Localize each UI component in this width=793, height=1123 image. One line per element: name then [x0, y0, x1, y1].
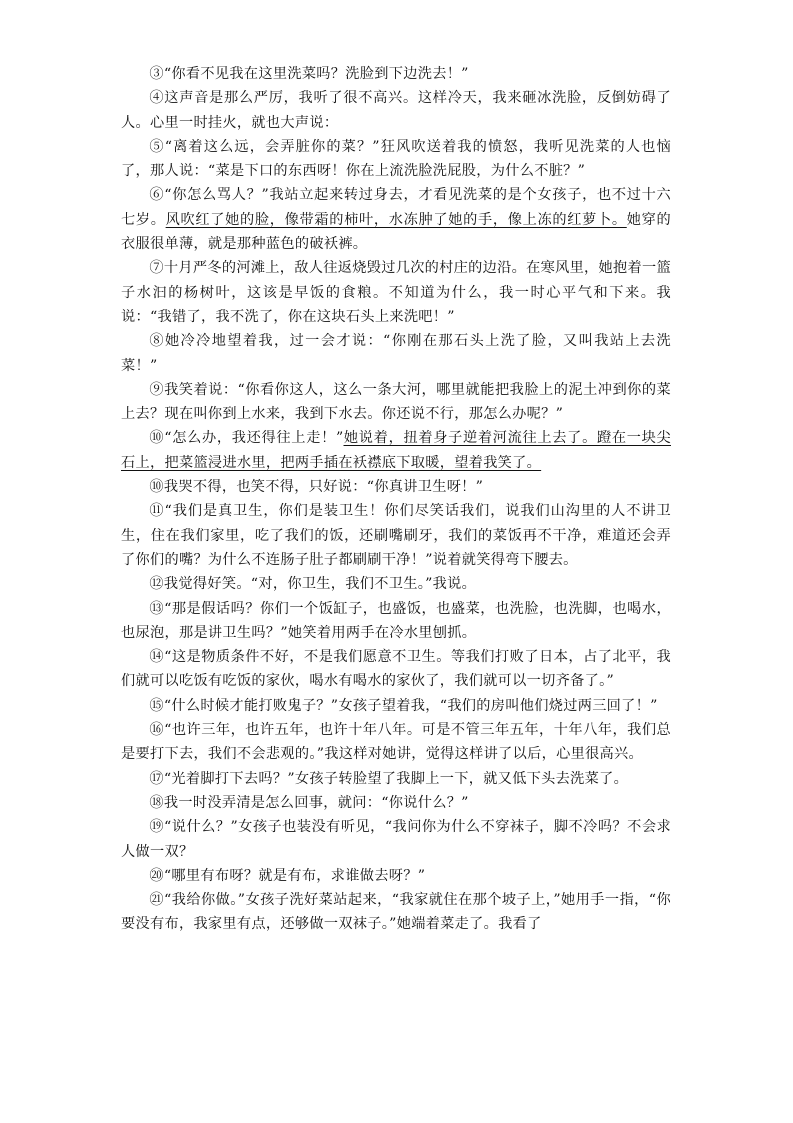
paragraph-text: ④这声音是那么严厉，我听了很不高兴。这样冷天，我来砸冰洗脸，反倒妨碍了人。心里一时挂火，就也大声说： [121, 90, 671, 131]
paragraph-text: ⑨我笑着说：“你看你这人，这么一条大河，哪里就能把我脸上的泥土冲到你的菜上去？现在叫你到上水来，我到下水去。你还说不行，那怎么办呢？” [121, 381, 671, 423]
article-text [121, 62, 671, 937]
paragraph [121, 183, 671, 256]
paragraph [121, 475, 671, 499]
paragraph-text: ⑤“离着这么远，会弄脏你的菜？”狂风吹送着我的愤怒，我听见洗菜的人也恼了，那人说：“菜是下口的东西呀！你在上流洗脸洗屁股，为什么不脏？” [121, 138, 671, 180]
paragraph-text: ⑥“你怎么骂人？”我站立起来转过身去，才看见洗菜的是个女孩子，也不过十六七岁。 [121, 187, 671, 228]
paragraph [121, 694, 671, 718]
paragraph [121, 378, 671, 427]
paragraph [121, 864, 671, 888]
paragraph [121, 135, 671, 184]
paragraph [121, 645, 671, 694]
paragraph [121, 499, 671, 572]
paragraph [121, 767, 671, 791]
paragraph [121, 597, 671, 646]
paragraph-text: ⑦十月严冬的河滩上，敌人往返烧毁过几次的村庄的边沿。在寒风里，她抱着一篮子水汩的杨树叶，这该是早饭的食粮。不知道为什么，我一时心平气和下来。我说：“我错了，我不洗了，你在这块石头上来洗吧！” [121, 260, 671, 325]
paragraph-text: ⑳“哪里有布呀？就是有布，求谁做去呀？” [149, 867, 426, 884]
paragraph-text: ⑯“也许三年，也许五年，也许十年八年。可是不管三年五年，十年八年，我们总是要打下去，我们不会悲观的。”我这样对她讲，觉得这样讲了以后，心里很高兴。 [121, 722, 671, 763]
paragraph-text: ⑮“什么时候才能打败鬼子？”女孩子望着我，“我们的房叫他们烧过两三回了！” [149, 697, 658, 714]
paragraph-text: ⑩我哭不得，也笑不得，只好说：“你真讲卫生呀！” [149, 479, 484, 496]
paragraph [121, 62, 671, 86]
paragraph-text: ⑬“那是假话吗？你们一个饭缸子，也盛饭，也盛菜，也洗脸，也洗脚，也喝水，也尿泡，那是讲卫生吗？”她笑着用两手在冷水里刨抓。 [121, 600, 671, 641]
paragraph [121, 426, 671, 475]
paragraph-text: ⑧她冷冷地望着我，过一会才说：“你刚在那石头上洗了脸，又叫我站上去洗菜！” [121, 333, 671, 374]
paragraph-text: ⑱我一时没弄清是怎么回事，就问：“你说什么？” [149, 794, 469, 811]
paragraph-text: ⑲“说什么？”女孩子也装没有听见，“我问你为什么不穿袜子，脚不冷吗？不会求人做一双？ [121, 819, 671, 860]
paragraph-text: ㉑“我给你做。”女孩子洗好菜站起来，“我家就住在那个坡子上，”她用手一指，“你要没有布，我家里有点，还够做一双袜子。”她端着菜走了。我看了 [121, 892, 671, 933]
paragraph-text: ③“你看不见我在这里洗菜吗？洗脸到下边洗去！” [149, 66, 469, 82]
paragraph-text: ⑭“这是物质条件不好，不是我们愿意不卫生。等我们打败了日本，占了北平，我们就可以吃饭有吃饭的家伙，喝水有喝水的家伙了，我们就可以一切齐备了。” [121, 649, 671, 690]
underlined-text: 她说着，扭着身子逆着河流往上去了。蹬在一块尖石上，把菜篮浸进水里，把两手插在袄襟底下取暖，望着我笑了。 [121, 430, 671, 471]
paragraph-text: ⑩“怎么办，我还得往上走！” [149, 430, 344, 447]
paragraph-text: 她穿的衣服很单薄，就是那种蓝色的破袄裤。 [121, 211, 671, 253]
paragraph [121, 888, 671, 937]
paragraph-text: ⑫我觉得好笑。“对，你卫生，我们不卫生。”我说。 [149, 576, 477, 593]
paragraph [121, 572, 671, 596]
paragraph-text: ⑰“光着脚打下去吗？”女孩子转脸望了我脚上一下，就又低下头去洗菜了。 [149, 770, 629, 787]
paragraph-text: ⑪“我们是真卫生，你们是装卫生！你们尽笑话我们，说我们山沟里的人不讲卫生，住在我们家里，吃了我们的饭，还刷嘴刷牙，我们的菜饭再不干净，难道还会弄了你们的嘴？为什么不连肠子肚子都刷刷干净！”说着就笑得弯下腰去。 [121, 503, 671, 568]
paragraph [121, 815, 671, 864]
underlined-text: 风吹红了她的脸，像带霜的柿叶，水冻肿了她的手，像上冻的红萝卜。 [165, 211, 627, 228]
paragraph [121, 791, 671, 815]
paragraph [121, 718, 671, 767]
paragraph [121, 256, 671, 329]
paragraph [121, 86, 671, 135]
paragraph [121, 329, 671, 378]
